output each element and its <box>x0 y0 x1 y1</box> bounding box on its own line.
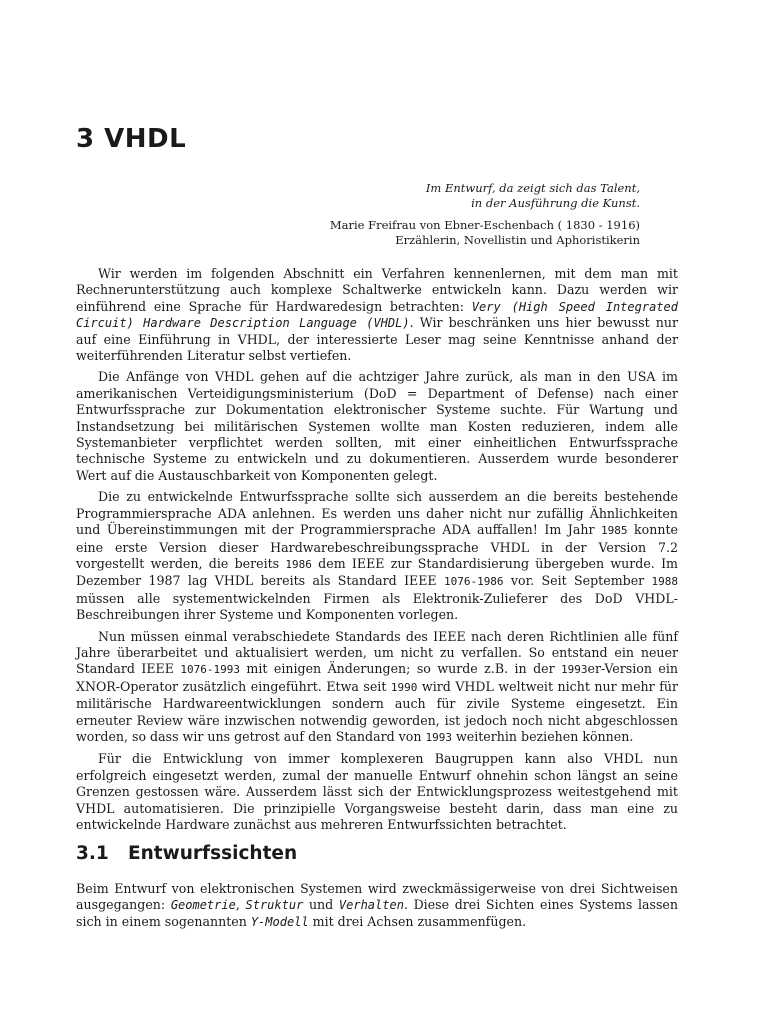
epigraph-quote-line-1: Im Entwurf, da zeigt sich das Talent, <box>425 181 640 195</box>
term-y-modell: Y-Modell <box>250 914 309 929</box>
year-1986: 1986 <box>285 557 312 571</box>
chapter-title: 3 VHDL <box>76 124 187 154</box>
body-text <box>76 266 678 838</box>
section-title: Entwurfssichten <box>128 843 298 864</box>
epigraph-quote <box>330 181 640 211</box>
epigraph-author: Marie Freifrau von Ebner-Eschenbach ( 1830 - 1916) <box>329 218 640 232</box>
paragraph-ada <box>76 489 678 623</box>
year-1987: 1987 <box>148 573 181 589</box>
section-number: 3.1 <box>76 843 109 864</box>
epigraph-author-description: Erzählerin, Novellistin und Aphoristikerin <box>395 233 640 247</box>
paragraph-history: Die Anfänge von VHDL gehen auf die achtziger Jahre zurück, als man in den USA im amerikanischen Verteidigungsministerium (DoD = Department of Defense) nach einer Entwurfssprache zur Dokumentation elektronischer Systeme suchte. Für Wartung und Instandsetzung bei militärischen Systemen wollte man Kosten reduzieren, indem alle Systemanbieter verpflichtet werden sollten, mit einer einheitlichen Entwurfssprache technische Systeme zu entwickeln und zu dokumentieren. Ausserdem wurde besonderer Wert auf die Austauschbarkeit von Komponenten gelegt. <box>76 369 678 483</box>
standard-1076-1993: 1076-1993 <box>180 663 240 677</box>
paragraph-standards-text: weiterhin beziehen können. <box>451 728 634 744</box>
paragraph-standards <box>76 629 678 747</box>
standard-1076-1986: 1076-1986 <box>443 575 504 589</box>
section-text: mit drei Achsen zusammenfügen. <box>308 913 527 929</box>
epigraph <box>330 181 640 248</box>
paragraph-standards-text: mit einigen Änderungen; so wurde z.B. in der <box>240 661 562 677</box>
paragraph-ada-text: vorgestellt werden, die bereits <box>76 555 286 571</box>
paragraph-ada-text: Die zu entwickelnde Entwurfssprache sollte sich ausserdem an die bereits bestehende Programmiersprache ADA anlehnen. Es werden uns daher nicht nur zufällig Ähnlichkeiten und Übereinstimmungen mit der Programmiersprache ADA auffallen! Im Jahr <box>76 489 678 538</box>
year-1985: 1985 <box>601 524 628 538</box>
paragraph-standards-text: wird VHDL weltweit nicht nur mehr für militärische Hardwareentwicklungen sondern auch für zivile Systeme eingesetzt. Ein erneuter Review wäre inzwischen notwendig geworden, ist jedoch noch nicht abgeschlossen worden, so dass wir uns getrost auf den Standard von <box>76 678 678 744</box>
section-text: und <box>303 897 339 913</box>
paragraph-development: Für die Entwicklung von immer komplexeren Baugruppen kann also VHDL nun erfolgreich eingesetzt werden, zumal der manuelle Entwurf ohnehin schon längst an seine Grenzen gestossen wäre. Ausserdem lässt sich der Entwicklungsprozess weitestgehend mit VHDL automatisieren. Die prinzipielle Vorgangsweise besteht darin, dass man eine zu entwickelnde Hardware zunächst aus mehreren Entwurfssichten betrachtet. <box>76 751 678 832</box>
year-1990: 1990 <box>390 680 418 694</box>
paragraph-ada-text: müssen alle systementwickelnden Firmen als Elektronik-Zulieferer des DoD VHDL-Beschreibungen ihrer Systeme und Komponenten vorlegen. <box>76 590 678 623</box>
section-text: , <box>235 897 246 913</box>
year-1993: 1993 <box>561 663 588 677</box>
paragraph-standards-text: Nun müssen einmal verabschiedete Standards des IEEE nach deren Richtlinien alle fünf Jahre überarbeitet und aktualisiert werden, um nicht zu verfallen. So entstand ein neuer Standard IEEE <box>76 628 678 677</box>
paragraph-ada-text: konnte eine erste Version dieser Hardwarebeschreibungssprache VHDL in der Version <box>76 522 678 555</box>
version-number: 7.2 <box>657 539 678 555</box>
paragraph-standards-text: er-Version ein XNOR-Operator zusätzlich eingeführt. Etwa seit <box>76 661 678 694</box>
term-verhalten: Verhalten <box>338 898 404 913</box>
epigraph-attribution <box>330 218 640 248</box>
section-heading <box>76 843 297 864</box>
paragraph-introduction-text-end: . Wir beschränken uns hier bewusst nur auf eine Einführung in VHDL, der interessierte Leser mag seine Kenntnisse anhand der weiterführenden Literatur selbst vertiefen. <box>76 315 679 364</box>
section-paragraph <box>76 881 678 930</box>
vhdl-term: Very (High Speed Integrated Circuit) Hardware Description Language (VHDL) <box>76 299 678 331</box>
term-struktur: Struktur <box>245 898 304 913</box>
section-text: Beim Entwurf von elektronischen Systemen wird zweckmässigerweise von drei Sichtweisen ausgegangen: <box>76 881 678 913</box>
term-geometrie: Geometrie <box>170 898 236 913</box>
year-1988: 1988 <box>651 575 678 589</box>
paragraph-introduction <box>76 266 678 364</box>
paragraph-introduction-text: Wir werden im folgenden Abschnitt ein Verfahren kennenlernen, mit dem man mit Rechnerunterstützung auch komplexe Schaltwerke entwickeln kann. Dazu werden wir einführend eine Sprache für Hardwaredesign betrachten: <box>76 266 678 314</box>
paragraph-ada-text: dem IEEE zur Standardisierung übergeben wurde. Im Dezember <box>76 555 678 589</box>
epigraph-quote-line-2: in der Ausführung die Kunst. <box>471 196 640 210</box>
section-text: . Diese drei Sichten eines Systems lassen sich in einem sogenannten <box>76 897 678 929</box>
paragraph-ada-text: lag VHDL bereits als Standard IEEE <box>180 573 444 589</box>
paragraph-ada-text: vor. Seit September <box>503 573 652 589</box>
year-1993-b: 1993 <box>425 730 452 744</box>
